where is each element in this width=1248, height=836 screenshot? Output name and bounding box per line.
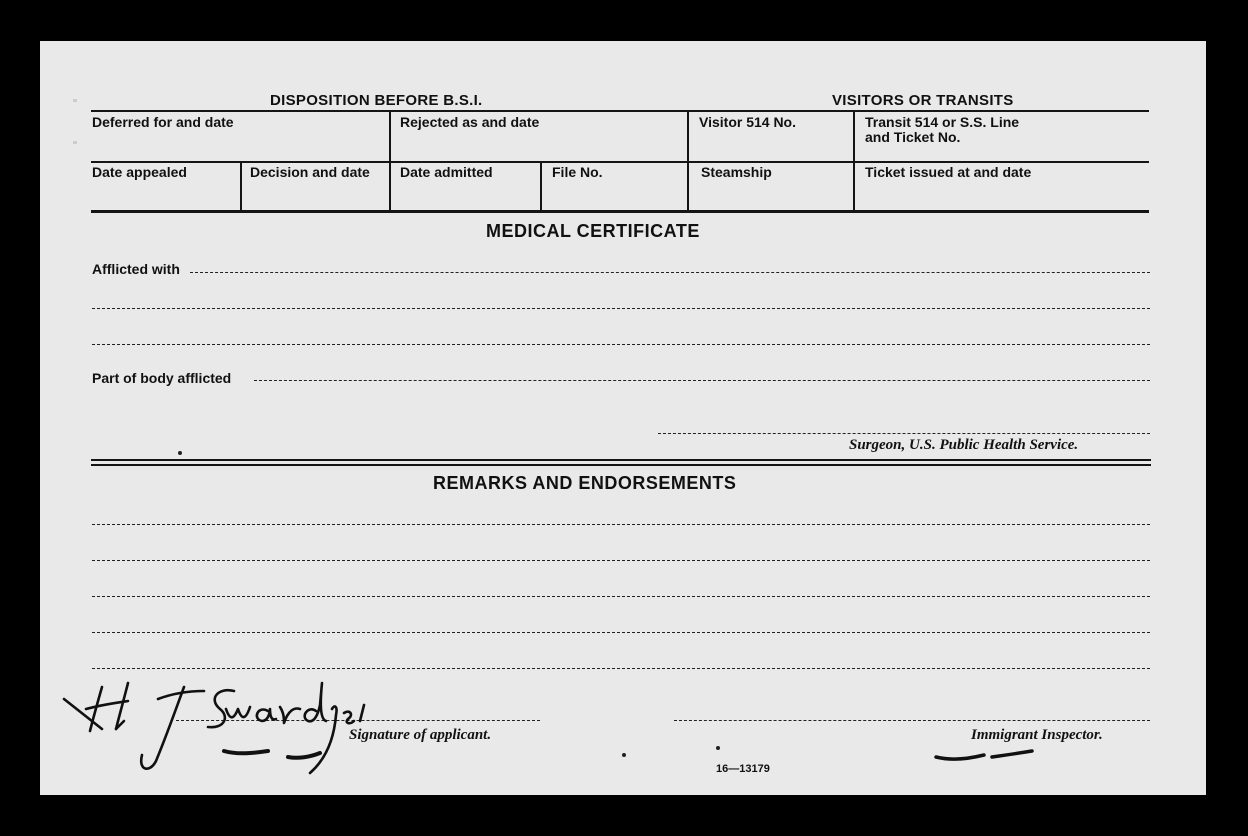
remarks-line bbox=[92, 524, 1150, 525]
handwritten-signature bbox=[58, 669, 388, 779]
immigrant-inspector-label: Immigrant Inspector. bbox=[971, 727, 1103, 743]
section-rule bbox=[91, 464, 1151, 466]
speck bbox=[73, 99, 77, 102]
ticket-issued-label: Ticket issued at and date bbox=[865, 164, 1032, 180]
section-rule bbox=[91, 459, 1151, 461]
form-number: 16—13179 bbox=[716, 763, 770, 775]
table-divider bbox=[687, 110, 689, 211]
speck bbox=[73, 141, 77, 144]
visitors-header: VISITORS OR TRANSITS bbox=[832, 92, 1014, 109]
speck bbox=[622, 753, 626, 757]
inspector-signature-line bbox=[674, 720, 1150, 721]
table-bottom-rule bbox=[91, 210, 1149, 213]
table-divider bbox=[389, 110, 391, 211]
signature-of-applicant-label: Signature of applicant. bbox=[349, 727, 492, 743]
visitor-514-label: Visitor 514 No. bbox=[699, 114, 797, 130]
file-no-label: File No. bbox=[552, 164, 603, 180]
table-divider bbox=[853, 110, 855, 211]
medical-certificate-title: MEDICAL CERTIFICATE bbox=[486, 221, 700, 241]
part-of-body-line bbox=[254, 380, 1150, 381]
inspector-mark bbox=[932, 741, 1042, 767]
deferred-label: Deferred for and date bbox=[92, 114, 234, 130]
afflicted-line bbox=[190, 272, 1150, 273]
remarks-line bbox=[92, 632, 1150, 633]
surgeon-label: Surgeon, U.S. Public Health Service. bbox=[849, 437, 1079, 453]
table-divider bbox=[240, 161, 242, 211]
rejected-label: Rejected as and date bbox=[400, 114, 540, 130]
afflicted-line-2 bbox=[92, 308, 1150, 309]
speck bbox=[178, 451, 182, 455]
afflicted-line-3 bbox=[92, 344, 1150, 345]
remarks-line bbox=[92, 560, 1150, 561]
decision-label: Decision and date bbox=[250, 164, 370, 180]
disposition-header: DISPOSITION BEFORE B.S.I. bbox=[270, 92, 483, 109]
transit-label-line1: Transit 514 or S.S. Line bbox=[865, 114, 1020, 130]
steamship-label: Steamship bbox=[701, 164, 772, 180]
afflicted-label: Afflicted with bbox=[92, 261, 180, 277]
table-middle-rule bbox=[91, 161, 1149, 163]
date-admitted-label: Date admitted bbox=[400, 164, 493, 180]
part-of-body-label: Part of body afflicted bbox=[92, 370, 232, 386]
record-card bbox=[40, 41, 1206, 795]
surgeon-signature-line bbox=[658, 433, 1150, 434]
remarks-title: REMARKS AND ENDORSEMENTS bbox=[433, 473, 737, 493]
table-divider bbox=[540, 161, 542, 211]
remarks-line bbox=[92, 596, 1150, 597]
date-appealed-label: Date appealed bbox=[92, 164, 187, 180]
speck bbox=[716, 746, 720, 750]
transit-label-line2: and Ticket No. bbox=[865, 129, 961, 145]
table-top-rule bbox=[91, 110, 1149, 112]
